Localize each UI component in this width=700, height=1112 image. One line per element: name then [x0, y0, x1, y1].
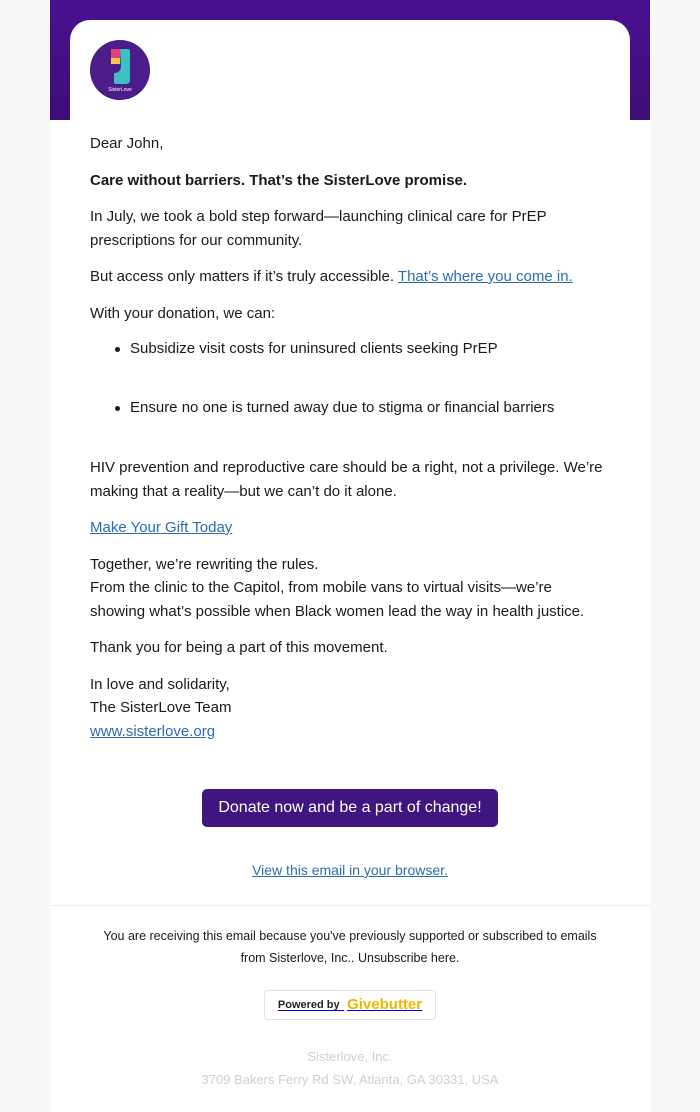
letter-body: [90, 132, 610, 756]
signoff: [90, 673, 610, 744]
paragraph-july: In July, we took a bold step forward—launching clinical care for PrEP prescriptions for our community.: [90, 208, 547, 249]
givebutter-container: [50, 990, 650, 1020]
header-card: [70, 20, 630, 130]
powered-by-label: Powered by: [277, 999, 340, 1011]
organization-address: 3709 Bakers Ferry Rd SW, Atlanta, GA 30331, USA: [201, 1072, 499, 1087]
footer-divider: [50, 905, 650, 906]
organization-footer: [50, 1045, 650, 1091]
paragraph-access: [90, 265, 610, 289]
list-item: Subsidize visit costs for uninsured clients seeking PrEP: [130, 337, 610, 361]
signoff-line: In love and solidarity,: [90, 675, 230, 693]
paragraph-together: [90, 553, 610, 624]
paragraph-thanks: Thank you for being a part of this movement.: [90, 639, 388, 656]
together-line: Together, we’re rewriting the rules.: [90, 555, 319, 573]
signature: The SisterLove Team: [90, 699, 232, 716]
cta-container: [50, 789, 650, 827]
paragraph-access-text: But access only matters if it’s truly accessible.: [90, 268, 398, 285]
greeting: Dear John,: [90, 135, 164, 152]
view-in-browser-link[interactable]: View this email in your browser.: [252, 862, 448, 878]
paragraph-prevention: HIV prevention and reproductive care should be a right, not a privilege. We’re making that a reality—but we can’t do it alone.: [90, 459, 603, 500]
givebutter-logo: Givebutter: [347, 996, 423, 1013]
list-item: Ensure no one is turned away due to stigma or financial barriers: [130, 396, 610, 420]
come-in-link[interactable]: That’s where you come in.: [397, 268, 573, 285]
make-gift-link[interactable]: Make Your Gift Today: [90, 519, 233, 536]
organization-name: Sisterlove, Inc.: [307, 1049, 393, 1064]
powered-by-givebutter-badge[interactable]: [264, 990, 436, 1020]
clinic-line: From the clinic to the Capitol, from mobile vans to virtual visits—we’re showing what’s possible when Black women lead the way in health justice.: [90, 579, 585, 620]
website-link[interactable]: www.sisterlove.org: [90, 722, 216, 740]
logo-wordmark: SisterLove: [108, 87, 132, 93]
benefits-list: [90, 337, 610, 419]
email-container: [50, 0, 650, 1112]
gift-paragraph: [90, 516, 610, 540]
headline: Care without barriers. That’s the SisterLove promise.: [90, 171, 468, 189]
subscription-notice: You are receiving this email because you've previously supported or subscribed to emails from Sisterlove, Inc.. Unsubscribe here.: [103, 929, 597, 965]
donate-button[interactable]: Donate now and be a part of change!: [202, 789, 497, 827]
view-in-browser-container: [50, 862, 650, 878]
paragraph-donation-intro: With your donation, we can:: [90, 304, 276, 322]
logo-mark-icon: [90, 40, 150, 100]
sisterlove-logo[interactable]: [90, 40, 150, 100]
